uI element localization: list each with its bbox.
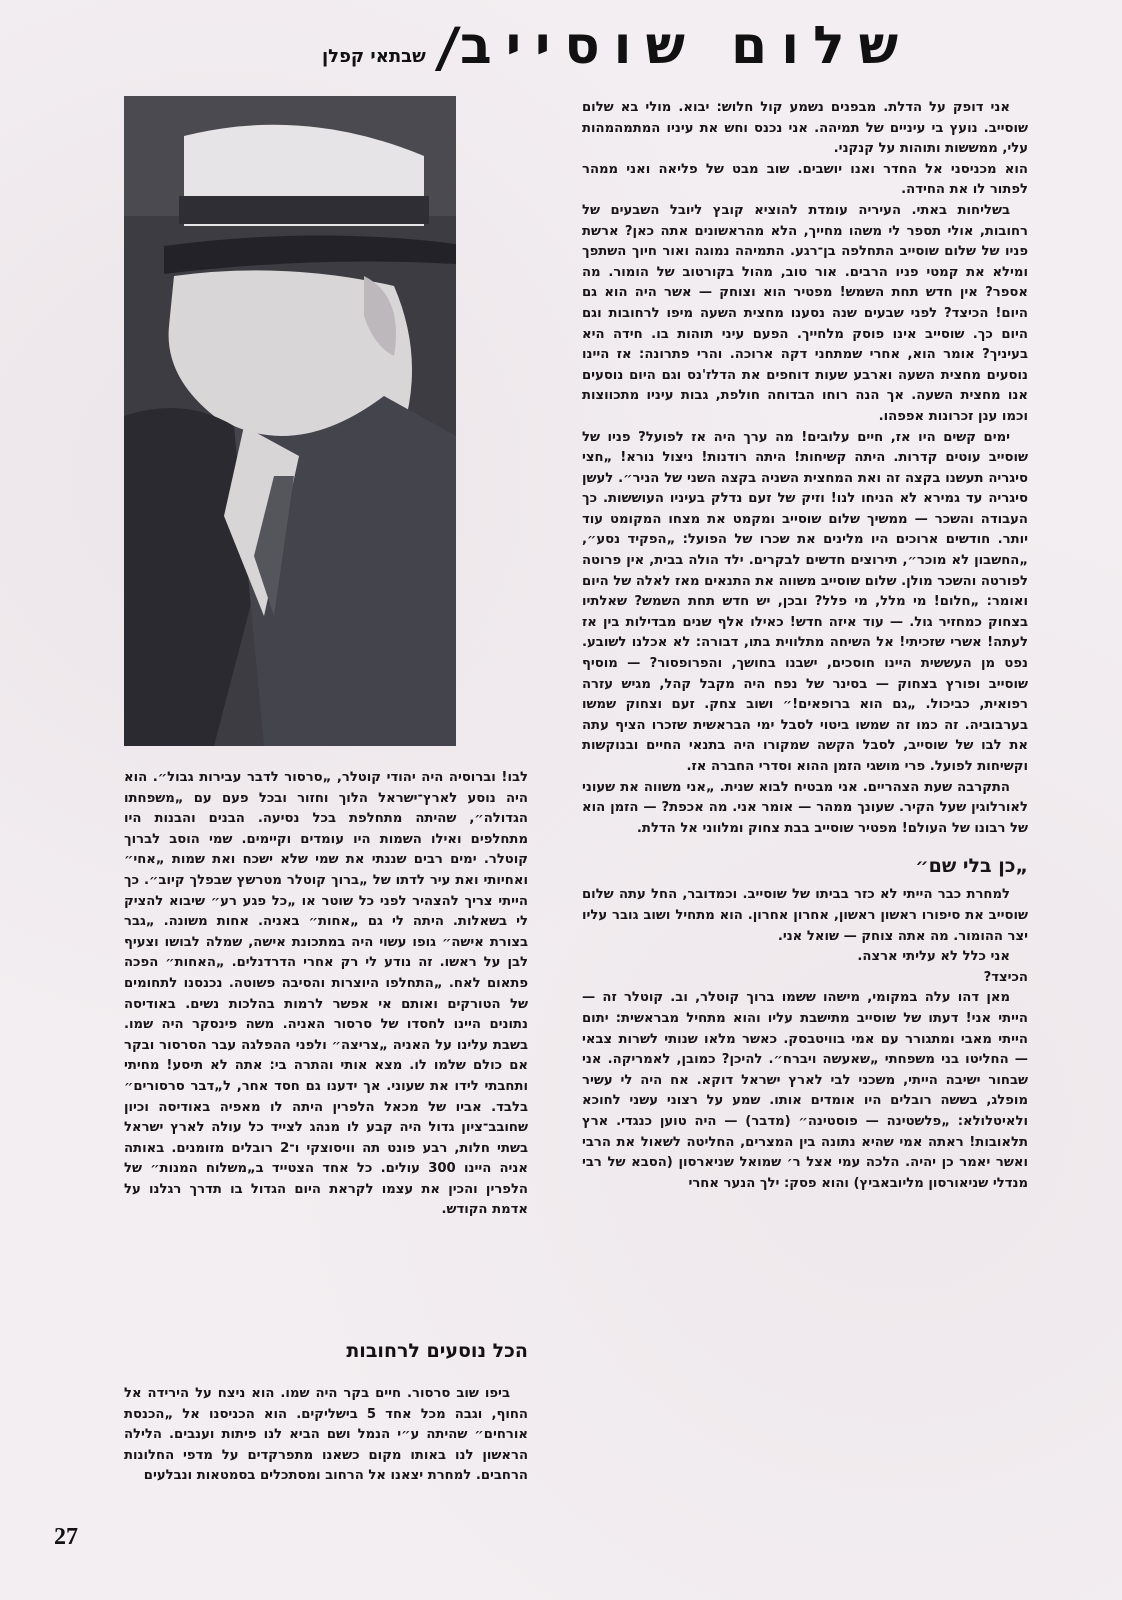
title-separator: / (433, 16, 463, 79)
section-heading: הכל נוסעים לרחובות (346, 1340, 528, 1362)
paragraph: אני כלל לא עליתי ארצה. (857, 949, 1010, 965)
hat-band (179, 196, 429, 224)
paragraph: אני דופק על הדלת. מבפנים נשמע קול חלוש: יבוא. מולי בא שלום שוסייב. נועץ בי עיניים של תמיהה. אני נכנס וחש את עיניו המתמהמהות עלי, ממששות ותוהות על קנקני. (582, 100, 1028, 157)
right-column (582, 98, 1028, 1194)
paragraph: בשליחות באתי. העיריה עומדת להוציא קובץ ליובל השבעים של רחובות, אולי תספר לי משהו מחייך, הלא מהראשונים אתה כאן? ארשת פניו של שלום שוסייב התחלפה בן־רגע. התמיהה נמוגה ואור חיוך השתפך ומילא את קמטי פניו הרבים. אור טוב, מהול בקורטוב של הומור. מה אספר? אין חדש תחת השמש! מפטיר הוא וצוחק — אשר היה הוא גם היום! הכיצד? לפני שבעים שנה נסענו מחצית השעה מיפו לרחובות וגם היום כך. שוסייב אינו פוסק מלחייך. הפעם עיני תוהות בו. חידה היא בעיניך? אומר הוא, אחרי שמתחני דקה ארוכה. והרי פתרונה: אז היינו נוסעים מחצית השעה וארבע שעות דוחפים את הדלז'נס וגם היום נוסעים אנו מחצית השעה. אך הנה רוחו הבדוחה חולפת, גבות עיניו מתכווצות וכמו ענן זכרונות אפפהו. (582, 202, 1028, 424)
paragraph: לבו! וברוסיה היה יהודי קוטלר, „סרסור לדבר עבירות גבול״. הוא היה נוסע לארץ־ישראל הלוך וחזור ובכל פעם עם „משפחתו הגדולה״, שהיתה מתחלפת בכל נסיעה. הבנים והבנות היו מתחלפים ואילו השמות היו עומדים וקיימים. שמי הוסב לברוך קוטלר. ימים רבים שננתי את שמי שלא ישכח ואת שמות „אחי״ ואחיותי ואת עיר לדתו של „ברוך קוטלר מטרשץ שבפלך קיוב״. כך הייתי צריך להצהיר לפני כל שוטר או „כל פגע רע״ שיבוא להציק לי בשאלות. היתה לי גם „אחות״ באניה. אחות משונה. „גבר בצורת אישה״ גופו עשוי היה במתכונת אישה, שמלה לבושו וצעיף לבן על ראשו. זה נודע לי רק אחרי הדרדנלים. „האחות״ הפכה פתאום לאח. „התחלפו היוצרות והסיבה פשוטה. נכנסנו לתחומים של הטורקים ואותם אי אפשר לרמות בהלכות נשים. באודיסה נתונים היינו לחסדו של סרסור האניה. משה פינסקר היה שמו. בשבת עלינו על האניה „צריצה״ ולפני ההפלגה עבר הסרסור ובקר אם כולם שלמו לו. מצא אותי והתרה בי: אתה לא תיסע! מחיתי ותחבתי לידו את שעוני. אך ידענו גם חסד אחר, ל„דבר סרסורים״ בלבד. אביו של מכאל הלפרין היתה לו מאפיה באודיסה וכיון שחובב־ציון גדול היה קבע לו מנהג לצייד כל עולה לארץ ישראל בשתי חלות, רבע פונט תה וויסוצקי ו־2 רובלים מזומנים. באותה אניה היינו 300 עולים. כל אחד הצטייד ב„משלוח המנות״ של הלפרין והכין את עצמו לקראת היום הגדול בו תדרך רגלנו על אדמת הקודש. (124, 770, 529, 1218)
left-column (124, 768, 528, 1221)
portrait-photo (124, 96, 456, 746)
paragraph: הכיצד? (983, 969, 1028, 985)
article-title: שלום שוסייב (459, 16, 912, 76)
page-number: 27 (54, 1524, 78, 1550)
left-column-continued (124, 1384, 528, 1487)
paragraph: ימים קשים היו אז, חיים עלובים! מה ערך היה אז לפועל? פניו של שוסייב עוטים קדרות. היתה קשיחות! היתה רודנות! ניצול נורא! „חצי סיגריה תעשנו בקצה זה ואת המחצית השניה בקצה השני של הניר״. לעשן סיגריה עד גמירא לא הניחו לנו! וזיק של זעם נדלק בעיניו העוששות. כך העבודה והשכר — ממשיך שלום שוסייב ומקמט את מצחו המקומט עוד יותר. חודשים ארוכים היו מלינים את שכרו של הפועל: „הפקיד נסע״, „החשבון לא מוכר״, תירוצים חדשים לבקרים. ילד הולה בבית, אין פרוטה לפורטה והשכר מולן. שלום שוסייב משווה את התנאים מאז לאלה של היום ואומר: „חלום! מי מלל, מי פלל? ובכן, יש חדש תחת השמש? שאלתיו בצחוק כמחזיר גול. — עוד איזה חדש! כאילו אלף שנים מבדילות בין אז לעתה! אשרי שזכיתי! אל השיחה מתלווית בתו, דבורה: לא אכלנו לשובע. נפט מן העששית היינו חוסכים, ישבנו בחושך, והפרופסור? — מוסיף שוסייב ופורץ בצחוק — בסינר של נפח היה מקבל קהל, מגיש עזרה רפואית, כביכול. „גם הוא ברופאים!״ ושוב צחק. זעם וצחוק שמשו בערבוביה. זה כמו זה שמשו ביטוי לסבל ימי הבראשית שזכרו הציף עתה את לבו של שוסייב, לסבל הקשה שמקורו היה בתנאי החיים ובנוקשות וקשיחות לפועל. פרי מושגי הזמן ההוא וסדרי החברה אז. (582, 429, 1028, 774)
author-byline: שבתאי קפלן (322, 46, 426, 67)
paragraph: למחרת כבר הייתי לא כזר בביתו של שוסייב. וכמדובר, החל עתה שלום שוסייב את סיפורו ראשון ראשון, אחרון אחרון. הוא מתחיל ושוב גובר עליו יצר ההומור. מה אתה צוחק — שואל אני. (582, 887, 1028, 944)
paragraph: מאן דהו עלה במקומי, מישהו ששמו ברוך קוטלר, וב. קוטלר זה — הייתי אני! דעתו של שוסייב מתישבת עליו והוא מתחיל מבראשית: יתום הייתי מאבי ומתגורר עם אמי בוויטבסק. כאשר מלאו שנותי לשרות צבאי — החליטו בני משפחתי „שאעשה ויברח״. להיכן? כמובן, לאמריקה. אני שבחור ישיבה הייתי, משכני לבי לארץ ישראל דוקא. אח היה לי עשיר מופלג, בששה רובלים היו אומדים אותו. שמע על רצוני עשני לחוכא ולאיטלולא: „פלשטינה — פוסטינה״ (מדבר) — היה טוען כנגדי. ארץ תלאובות! ראתה אמי שהיא נתונה בין המצרים, החליטה לשאול את הרבי ואשר יאמר כן יהיה. הלכה עמי אצל ר׳ שמואל שניארסון (הסבא של רבי מנדלי שניאורסון מליובאביץ) והוא פסק: ילך הנער אחרי (582, 990, 1028, 1191)
portrait-photo-illustration (124, 96, 456, 746)
section-heading: „כן בלי שם״ (915, 855, 1028, 878)
paragraph: הוא מכניסני אל החדר ואנו יושבים. שוב מבט של פליאה ואני ממהר לפתור לו את החידה. (582, 161, 1028, 198)
paragraph: התקרבה שעת הצהריים. אני מבטיח לבוא שנית. „אני משווה את שעוני לאורלוגין שעל הקיר. שעונך ממהר — אומר אני. מה אכפת? — הזמן הוא של רבונו של העולם! מפטיר שוסייב בבת צחוק ומלווני אל הדלת. (582, 779, 1028, 836)
paragraph: ביפו שוב סרסור. חיים בקר היה שמו. הוא ניצח על הירידה אל החוף, וגבה מכל אחד 5 בישליקים. הוא הכניסנו אל „הכנסת אורחים״ שהיתה ע״י הנמל ושם הביא לנו פיתות וענבים. הלילה הראשון לנו באותו מקום כשאנו מתפרקדים על מדפי החלונות הרחבים. למחרת יצאנו אל הרחוב ומסתכלים בסמטאות ונבלעים (124, 1386, 528, 1484)
